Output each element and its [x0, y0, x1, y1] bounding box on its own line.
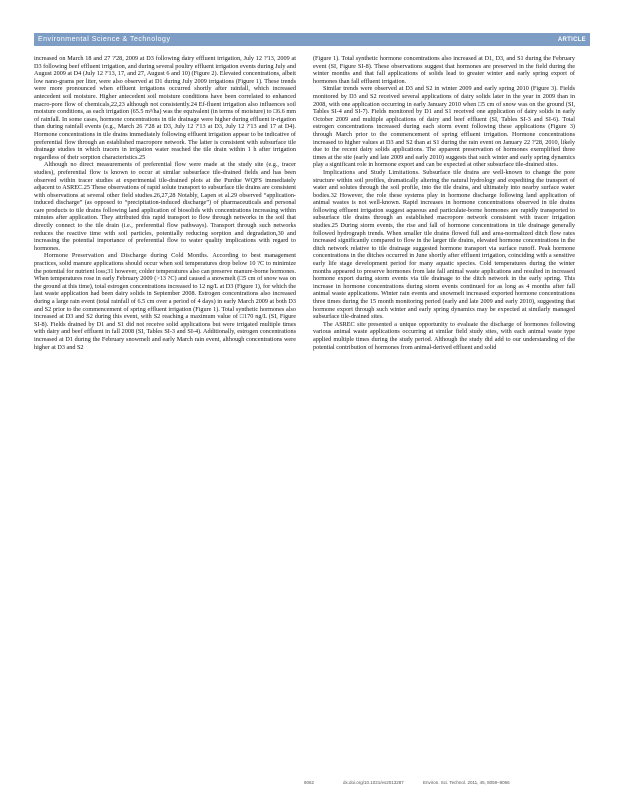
article-type-tag: ARTICLE	[557, 36, 586, 43]
body-paragraph	[313, 85, 575, 169]
right-text-column	[313, 55, 575, 770]
body-paragraph	[34, 161, 296, 252]
body-paragraph	[34, 55, 296, 161]
paragraph-text: Although no direct measurements of preferential flow were made at the study site (e.g., tracer studies), preferential flow is known to occur at similar subsurface tile-drained fields and has been observed within tracer studies at experimental tile-drained plots at the Purdue WQFS immediately adjacent to ASREC.25 These observations of rapid solute transport to subsurface tile drains are consistent with observations at several other field studies.26,27,28 Notably, Lapen et al.29 observed “application-induced discharge” (as opposed to “precipitation-induced discharge”) of pharmaceuticals and personal care products to tile drains following land application of biosolids with concentrations increasing within minutes after application. They attributed this rapid transport to flow through networks in the soil that directly connect to the tile drain (i.e., preferential flow pathways). Transport through such networks reduces the reactive time with soil particles, potentially reducing sorption and degradation,30 and increasing the potential importance of preferential flow to water quality implications with regard to hormones.	[34, 161, 296, 252]
paragraph-run-in-heading: Hormone Preservation and Discharge during Cold Months.	[44, 252, 213, 260]
paragraph-text: The ASREC site presented a unique opportunity to evaluate the discharge of hormones following various animal waste applications occurring at similar field study sites, with each animal waste type applied multiple times during the study period. Although the study did add to our understanding of the potential contribution of hormones from animal-derived effluent and solid	[313, 320, 575, 351]
body-paragraph	[313, 169, 575, 321]
paragraph-text: (Figure 1). Total synthetic hormone concentrations also increased at D1, D3, and S1 during the February event (SI, Figure SI-8). These observations suggest that hormones are preserved in the field during the winter months and that fall applications of solids lead to greater winter and early spring export of hormones than fall effluent irrigation.	[313, 55, 575, 85]
journal-header-bar	[34, 33, 590, 46]
paragraph-text: Subsurface tile drains are well-known to change the pore structure within soil profiles, dramatically altering the natural hydrology and expediting the transport of water and solutes through the soil profile, into the tile drains, and ultimately into nearby surface water bodies.32 However, the role these systems play in hormone discharge following land application of animal wastes is not well-known. Rapid increases in hormone concentrations observed in tile drains following effluent irrigation suggest aqueous and particulate-borne hormones are rapidly transported to subsurface tile drains through an established macropore network consistent with tracer irrigation studies.25 During storm events, the rise and fall of hormone concentrations in tile drainage generally followed hydrograph trends. When smaller tile drains flowed full and area-normalized ditch flow rates increased significantly compared to flow in the larger tile drains, elevated hormone concentrations in the ditch network relative to tile drainage suggested hormone transport via surface runoff. Peak hormone concentrations in the ditches occurred in June shortly after effluent irrigation, coinciding with a sensitive early life stage development period for many aquatic species. Cold temperatures during the winter months appeared to preserve hormones from late fall animal waste applications and resulted in increased hormone export during storm events via tile drainage to the ditch network in the early spring. This increase in hormone concentrations during storm events continued for as long as 4 months after fall animal waste applications. Winter rain events and snowmelt increased exported hormone concentrations three times during the 15 month monitoring period (early and late 2009 and early 2010), suggesting that hormone export through such winter and early spring dynamics may be expected at similarly managed subsurface tile-drained sites.	[313, 168, 575, 321]
body-paragraph	[34, 252, 296, 351]
body-paragraph	[313, 55, 575, 85]
body-paragraph	[313, 321, 575, 351]
left-text-column	[34, 55, 296, 770]
journal-name: Environmental Science & Technology	[38, 36, 171, 43]
doi-link[interactable]: dx.doi.org/10.1021/es2013287	[343, 780, 404, 785]
paragraph-text: Similar trends were observed at D3 and S2 in winter 2009 and early spring 2010 (Figure 3). Fields monitored by D3 and S2 received several applications of dairy solids later in the year in 2009 than in 2008, with one application occurring in early January 2010 when □5 cm of snow was on the ground (SI, Tables SI-4 and SI-7). Fields monitored by D1 and S1 received one application of dairy solids in early October 2009 and multiple applications of dairy and beef effluent (SI, Tables SI-3 and SI-6). Total estrogen concentrations increased during each storm event following these applications (Figure 3) through March prior to the commencement of spring effluent irrigation. Hormone concentrations increased to higher values at D3 and S2 than at S1 during the rain event on January 22 ?'28, 2010, likely due to the recent dairy solids applications. The apparent preservation of hormones exemplified three times at the site (early and late 2009 and early 2010) suggests that such winter and early spring dynamics play a significant role in hormone export and can be expected at other subsurface tile-drained sites.	[313, 85, 575, 169]
page-footer	[0, 780, 618, 792]
paragraph-text: According to best management practices, solid manure applications should occur when soil temperatures drop below 10 ?C to minimize the potential for nutrient loss;31 however, colder temperatures also can preserve manure-borne hormones. When temperatures rose in early February 2009 (>13 ?C) and caused a snowmelt (□5 cm of snow was on the ground at this time), total estrogen concentrations increased to 12 ng/L at D3 (Figure 1), for which the last waste application had been dairy solids in September 2008. Estrogen concentrations also increased during a large rain event (total rainfall of 6.5 cm over a period of 4 days) in early March 2009 at both D3 and S2 prior to the commencement of spring effluent irrigation (Figure 1). Total synthetic hormones also increased at D3 and S2 during this event, with S2 reaching a maximum value of □170 ng/L (SI, Figure SI-8). Fields drained by D1 and S1 did not receive solid applications but were irrigated multiple times with dairy and beef effluent in fall 2008 (SI, Tables SI-3 and SI-4). Additionally, estrogen concentrations increased at D1 during the February snowmelt and early March rain event, although concentrations were higher at D3 and S2	[34, 252, 296, 351]
paragraph-run-in-heading: Implications and Study Limitations.	[323, 168, 423, 176]
journal-citation: Environ. Sci. Technol. 2011, 45, 8059–8066	[423, 780, 510, 785]
paragraph-text: increased on March 18 and 27 ?'28, 2009 at D3 following dairy effluent irrigation, July 12 ?'13, 2009 at D3 following beef effluent irrigation, and during several poultry effluent irrigation events during July and August 2009 at D4 (July 12 ?'13, 17, and 27, August 6 and 10) (Figure 2). Elevated concentrations, albeit low nano-grams per liter, were also observed at D1 during July 2009 irrigations (Figure 1). These trends were more pronounced when effluent irrigations occurred shortly after rainfall, which increased antecedent soil moisture. Higher antecedent soil moisture conditions have been correlated to enhanced macro-pore flow of chemicals,22,23 although not consistently.24 Ef-fluent irrigation also influences soil moisture conditions, as each irrigation (65.5 m³/ha) was the equivalent (in terms of moisture) to □6.6 mm of rainfall. In some cases, hormone concentrations in tile drainage were higher during effluent ir-rigation than during rainfall events (e.g., March 26 ?'28 at D3, July 12 ?'13 at D3, July 12 ?'13 and 17 at D4). Hormone concentrations in tile drains immediately following effluent irrigation appear to be indicative of preferential flow through an established macropore network. The latter is consistent with subsurface tile drainage studies in which tracers in irrigation water reached the tile drain within 1 h after irrigation regardless of their sorption characteristics.25	[34, 55, 296, 161]
page-number: 8062	[304, 780, 315, 785]
